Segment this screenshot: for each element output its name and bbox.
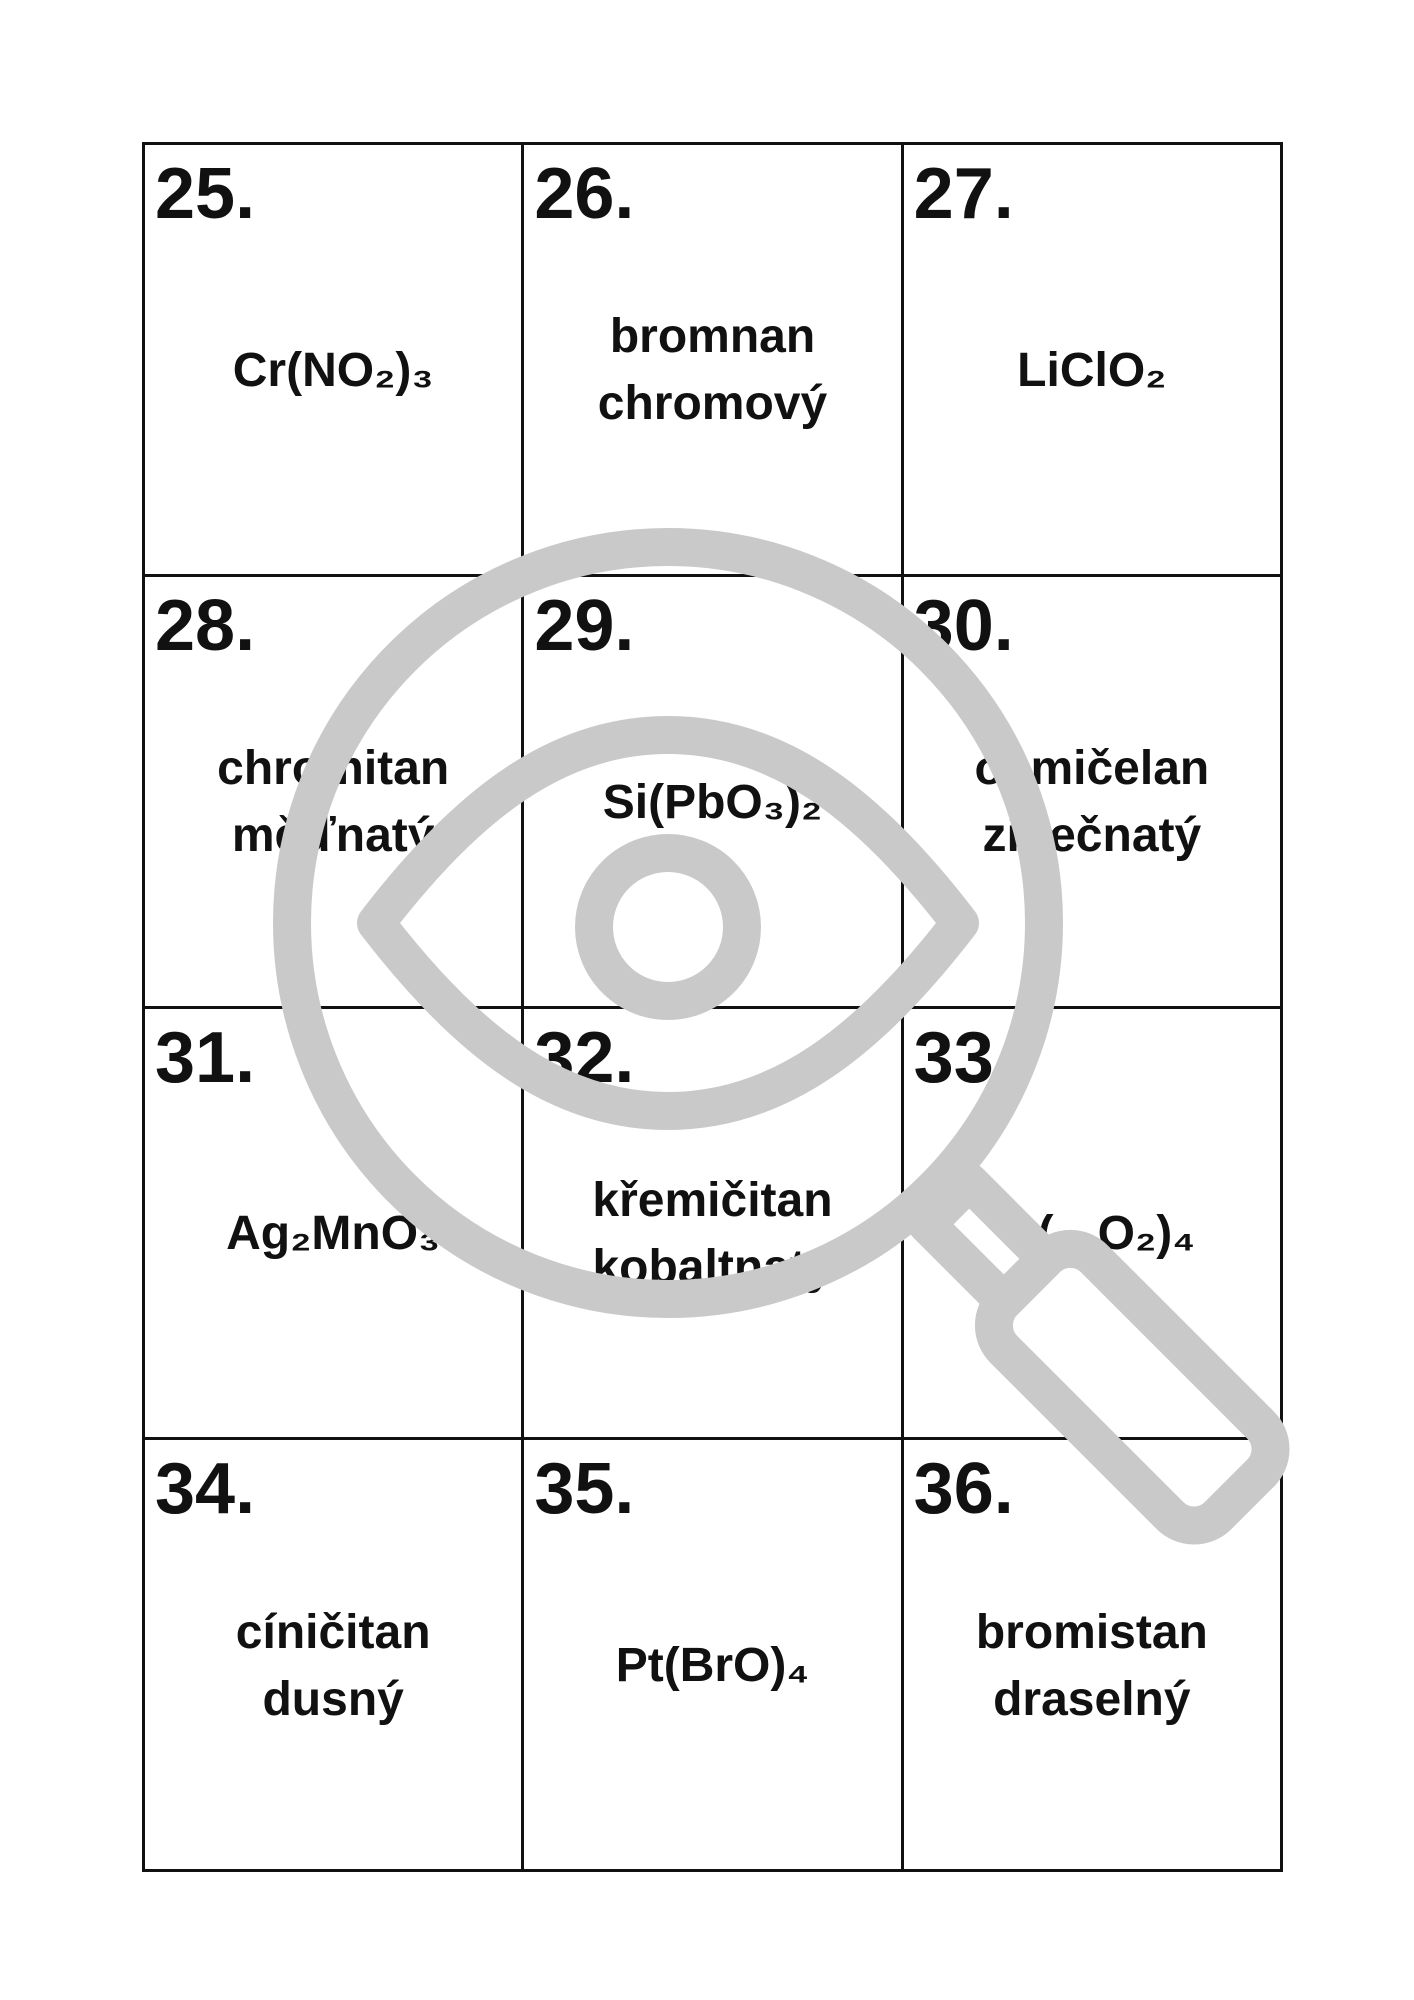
exercise-cell-32	[524, 1009, 900, 1438]
exercise-number: 33.	[913, 1017, 1014, 1098]
exercise-cell-29	[524, 577, 900, 1006]
exercise-text-line: měďnatý	[231, 809, 435, 863]
exercise-text-line: bromnan	[609, 310, 816, 364]
exercise-cell-26	[524, 145, 900, 574]
exercise-cell-27	[904, 145, 1280, 574]
exercise-number: 30.	[913, 585, 1014, 666]
exercise-cell-35	[524, 1440, 900, 1869]
exercise-cell-33	[904, 1009, 1280, 1438]
exercise-content	[524, 1009, 900, 1438]
exercise-text-line: Ag₂MnO₃	[226, 1207, 441, 1261]
exercise-text-line: osmičelan	[974, 742, 1210, 796]
exercise-content	[145, 1009, 521, 1438]
exercise-text-line: Cr(NO₂)₃	[232, 343, 434, 397]
exercise-text-line: křemičitan	[592, 1173, 833, 1227]
exercise-text-line: dusný	[262, 1672, 404, 1726]
exercise-text-line: zinečnatý	[982, 809, 1202, 863]
exercise-number: 35.	[534, 1449, 635, 1530]
exercise-text-line: Si(PbO₃)₂	[602, 775, 823, 829]
exercise-number: 25.	[155, 154, 256, 234]
exercise-content	[904, 1440, 1280, 1869]
exercise-content	[145, 577, 521, 1006]
exercise-text-line: Pt(BrO)₄	[615, 1639, 810, 1693]
exercise-cell-28	[145, 577, 521, 1006]
exercise-formula-fragment: (	[1037, 1207, 1054, 1261]
exercise-text-line: cíničitan	[235, 1605, 431, 1659]
exercise-grid	[142, 142, 1283, 1872]
exercise-number: 26.	[534, 154, 635, 234]
exercise-content	[524, 1440, 900, 1869]
exercise-cell-34	[145, 1440, 521, 1869]
exercise-text-line: chromový	[597, 377, 828, 431]
exercise-content	[904, 1009, 1280, 1438]
exercise-content	[904, 145, 1280, 574]
exercise-cell-36	[904, 1440, 1280, 1869]
exercise-content	[524, 577, 900, 1006]
exercise-number: 29.	[534, 585, 635, 666]
exercise-content	[145, 145, 521, 574]
exercise-content	[904, 577, 1280, 1006]
exercise-content	[524, 145, 900, 574]
exercise-text-line: kobaltnatý	[592, 1240, 833, 1294]
exercise-content	[145, 1440, 521, 1869]
exercise-text-line: bromistan	[975, 1605, 1208, 1659]
exercise-text-line: chromitan	[217, 742, 450, 796]
exercise-number: 36.	[913, 1449, 1014, 1530]
exercise-cell-30	[904, 577, 1280, 1006]
exercise-number: 31.	[155, 1017, 256, 1098]
exercise-cell-25	[145, 145, 521, 574]
exercise-number: 34.	[155, 1449, 256, 1530]
exercise-cell-31	[145, 1009, 521, 1438]
exercise-number: 32.	[534, 1017, 635, 1098]
exercise-number: 28.	[155, 585, 256, 666]
exercise-text-line: draselný	[993, 1672, 1191, 1726]
exercise-formula-fragment: O₂)₄	[1097, 1207, 1196, 1261]
exercise-text-line: LiClO₂	[1017, 343, 1167, 397]
exercise-number: 27.	[913, 154, 1014, 234]
